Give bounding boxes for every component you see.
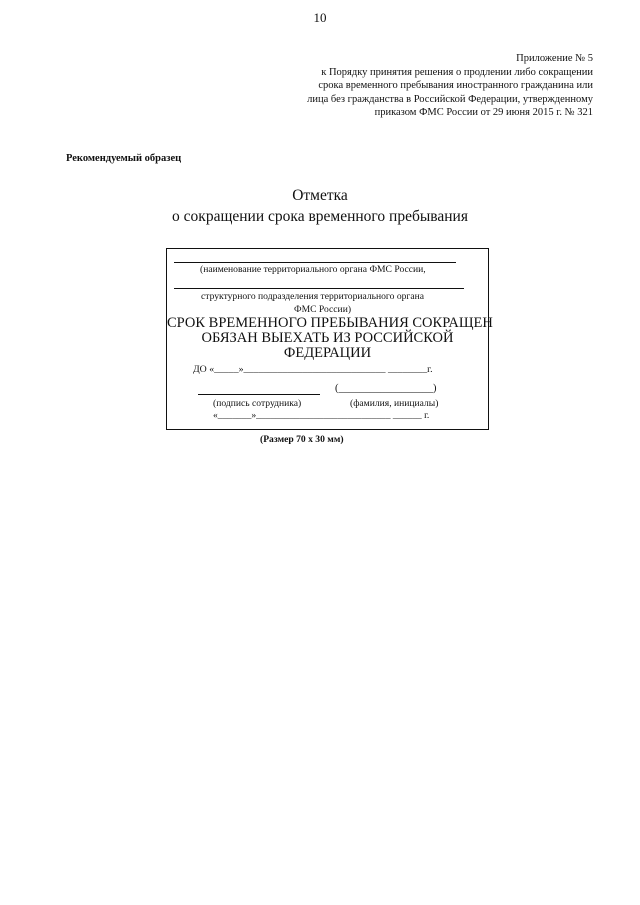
appendix-line: лица без гражданства в Российской Федерации, утвержденному (307, 93, 593, 105)
signature-caption: (подпись сотрудника) (213, 398, 302, 409)
page-number: 10 (313, 10, 327, 25)
sample-label: Рекомендуемый образец (66, 153, 182, 164)
appendix-line: срока временного пребывания иностранного гражданина или (318, 80, 593, 92)
subdivision-line (174, 288, 464, 289)
document-subtitle: о сокращении срока временного пребывания (172, 208, 468, 225)
subdivision-caption: структурного подразделения территориального органа (201, 291, 425, 302)
stamp-heading-line-1: СРОК ВРЕМЕННОГО ПРЕБЫВАНИЯ СОКРАЩЕН (167, 315, 493, 331)
appendix-reference (233, 52, 593, 120)
stamp-date-field: «_______»____________________________ ______ г. (213, 410, 430, 421)
size-note: (Размер 70 х 30 мм) (260, 434, 344, 445)
appendix-line: приказом ФМС России от 29 июня 2015 г. № 321 (374, 107, 593, 119)
stamp-box (166, 248, 493, 430)
appendix-line: к Порядку принятия решения о продлении либо сокращении (321, 66, 593, 78)
appendix-number: Приложение № 5 (516, 53, 593, 64)
stamp-heading-line-2: ОБЯЗАН ВЫЕХАТЬ ИЗ РОССИЙСКОЙ (201, 330, 454, 346)
name-bracket-field: (__________________) (335, 383, 437, 394)
signature-line (198, 394, 320, 395)
stamp-heading-line-3: ФЕДЕРАЦИИ (283, 345, 372, 361)
name-caption: (фамилия, инициалы) (350, 398, 439, 409)
organ-name-line (174, 262, 456, 263)
organ-name-caption: (наименование территориального органа ФМС России, (200, 264, 426, 275)
subdivision-caption-end: ФМС России) (294, 304, 352, 315)
departure-deadline-field: ДО «_____»_____________________________ ________г. (193, 364, 433, 375)
document-title: Отметка (292, 187, 348, 204)
